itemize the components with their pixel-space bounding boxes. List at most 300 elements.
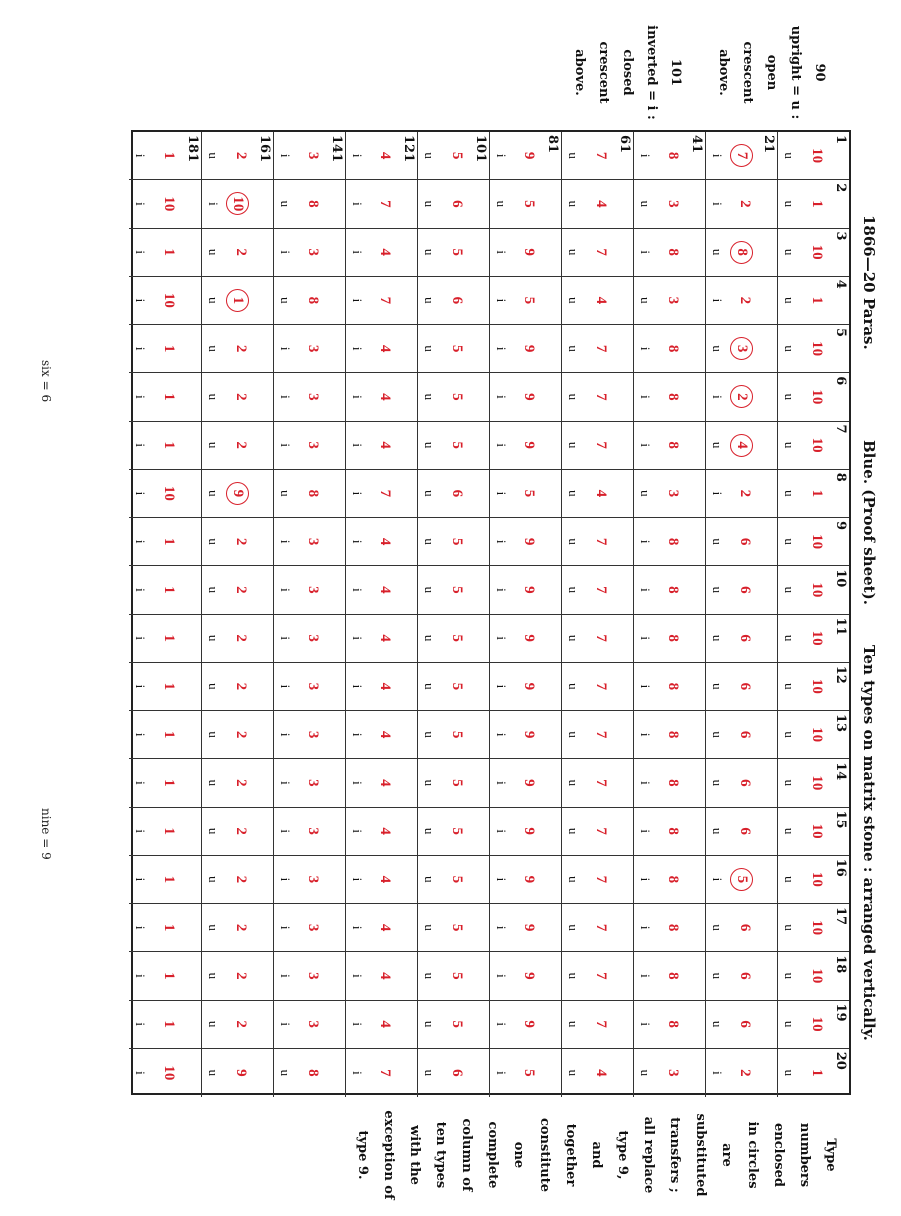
type-number — [376, 277, 393, 324]
type-number — [304, 759, 321, 806]
stamp-cell — [705, 470, 777, 518]
type-value: 8 — [665, 344, 681, 353]
type-value: 1 — [161, 730, 177, 739]
type-number — [520, 132, 537, 179]
stamp-cell — [489, 518, 561, 566]
stamp-cell — [633, 904, 705, 952]
type-value: 10 — [809, 244, 825, 260]
type-value: 10 — [161, 1065, 177, 1081]
note-line: numbers — [797, 1122, 812, 1188]
type-number — [376, 373, 393, 420]
stamp-cell — [201, 759, 273, 807]
orientation-mark: i — [278, 925, 293, 930]
type-number — [448, 1049, 465, 1097]
position-number: 16 — [833, 858, 848, 877]
orientation-mark: i — [638, 636, 653, 640]
type-number — [520, 180, 537, 227]
circled-type-number — [730, 422, 753, 469]
stamp-cell — [129, 615, 201, 663]
stamp-cell — [777, 856, 849, 904]
type-number — [592, 566, 609, 613]
type-value: 7 — [593, 779, 609, 787]
position-number: 19 — [833, 1003, 848, 1022]
orientation-mark: i — [638, 1022, 653, 1026]
orientation-mark: u — [710, 731, 725, 738]
orientation-mark: i — [350, 395, 365, 399]
type-value: 8 — [665, 923, 681, 932]
orientation-mark: u — [710, 441, 725, 449]
type-number — [232, 663, 249, 710]
stamp-cell — [777, 759, 849, 807]
type-number — [808, 1001, 825, 1048]
stamp-cell — [201, 1001, 273, 1049]
type-number — [304, 422, 321, 469]
type-value: 4 — [377, 1020, 393, 1028]
type-number — [736, 615, 753, 662]
note-line: in circles — [745, 1121, 760, 1189]
type-value: 1 — [161, 827, 177, 835]
orientation-mark: u — [566, 345, 581, 352]
stamp-cell — [273, 325, 345, 373]
type-number — [520, 470, 537, 517]
type-number — [160, 759, 177, 806]
position-number: 2 — [833, 183, 848, 193]
position-number: 12 — [833, 665, 848, 684]
type-value: 1 — [161, 923, 177, 932]
note-line: enclosed — [771, 1123, 786, 1187]
orientation-mark: u — [566, 779, 581, 787]
nine-label: nine = 9 — [39, 808, 53, 860]
type-value: 1 — [161, 344, 177, 353]
orientation-mark: u — [638, 490, 653, 497]
six-label: six = 6 — [39, 360, 53, 403]
type-number — [664, 373, 681, 420]
type-value: 8 — [305, 1069, 321, 1077]
type-value: 6 — [737, 537, 753, 546]
orientation-mark: i — [350, 588, 365, 592]
orientation-mark: u — [206, 972, 221, 980]
stamp-cell — [201, 615, 273, 663]
type-number — [520, 1001, 537, 1048]
legend-gap — [687, 20, 711, 125]
type-number — [232, 759, 249, 806]
stamp-cell — [561, 518, 633, 566]
type-number — [808, 518, 825, 565]
type-value: 1 — [161, 779, 177, 787]
type-value: 10 — [809, 534, 825, 550]
stamp-cell — [345, 711, 417, 759]
type-number — [160, 422, 177, 469]
stamp-cell — [273, 132, 345, 180]
stamp-cell — [633, 373, 705, 421]
type-value: 8 — [305, 489, 321, 498]
type-value: 9 — [521, 248, 537, 256]
stamp-cell — [633, 759, 705, 807]
stamp-cell — [777, 1049, 849, 1097]
stamp-cell — [705, 229, 777, 277]
stamp-cell — [417, 904, 489, 952]
orientation-mark: u — [782, 490, 797, 497]
type-value: 4 — [377, 634, 393, 642]
type-value: 5 — [449, 682, 465, 691]
orientation-mark: u — [782, 248, 797, 256]
stamp-cell — [129, 180, 201, 228]
stamp-cell — [273, 615, 345, 663]
stamp-cell — [705, 566, 777, 614]
type-number — [232, 615, 249, 662]
type-value: 10 — [809, 389, 825, 405]
orientation-mark: i — [494, 346, 509, 351]
stamp-cell — [633, 132, 705, 180]
type-value: 5 — [449, 441, 465, 449]
type-value: 6 — [737, 827, 753, 835]
type-value: 9 — [521, 875, 537, 884]
stamp-cell — [417, 856, 489, 904]
type-value: 3 — [730, 337, 753, 360]
orientation-mark: i — [494, 298, 509, 303]
type-value: 4 — [377, 393, 393, 401]
type-number — [304, 518, 321, 565]
type-value: 6 — [737, 779, 753, 787]
orientation-mark: u — [566, 731, 581, 738]
type-number — [808, 856, 825, 903]
orientation-mark: u — [566, 924, 581, 931]
type-number — [664, 808, 681, 855]
stamp-cell — [705, 615, 777, 663]
type-number — [304, 373, 321, 420]
type-value: 3 — [665, 296, 681, 305]
orientation-mark: i — [278, 781, 293, 785]
orientation-mark: u — [782, 876, 797, 883]
type-number — [304, 229, 321, 276]
type-value: 8 — [730, 241, 753, 264]
type-value: 2 — [233, 344, 249, 353]
type-value: 9 — [521, 730, 537, 739]
header-description: Ten types on matrix stone : arranged vertically. — [860, 645, 878, 1041]
orientation-mark: i — [350, 491, 365, 496]
type-number — [808, 566, 825, 613]
stamp-cell — [705, 808, 777, 856]
stamp-cell — [129, 132, 201, 180]
type-number — [232, 132, 249, 179]
note-line: substituted — [693, 1113, 708, 1197]
type-number — [376, 711, 393, 758]
type-value: 9 — [521, 923, 537, 932]
orientation-mark: i — [350, 250, 365, 254]
type-value: 5 — [449, 730, 465, 739]
note-line: complete — [485, 1121, 500, 1189]
type-value: 3 — [305, 151, 321, 160]
orientation-mark: u — [566, 200, 581, 208]
header-color: Blue. (Proof sheet). — [860, 440, 878, 605]
position-number: 81 — [545, 135, 560, 154]
type-number — [160, 856, 177, 903]
type-number — [160, 229, 177, 276]
stamp-cell — [489, 904, 561, 952]
type-value: 1 — [809, 296, 825, 305]
type-value: 4 — [377, 972, 393, 980]
type-value: 1 — [161, 634, 177, 642]
stamp-cell — [273, 566, 345, 614]
orientation-mark: u — [422, 876, 437, 883]
orientation-mark: i — [350, 732, 365, 737]
stamp-cell — [561, 566, 633, 614]
orientation-mark: u — [782, 441, 797, 449]
type-number — [664, 856, 681, 903]
type-number — [664, 422, 681, 469]
stamp-cell — [489, 1001, 561, 1049]
type-value: 6 — [737, 1020, 753, 1028]
type-value: 4 — [377, 779, 393, 787]
stamp-cell — [561, 1001, 633, 1049]
orientation-mark: i — [350, 443, 365, 447]
legend-line: above. — [716, 49, 731, 96]
stamp-cell — [129, 277, 201, 325]
stamp-cell — [201, 1049, 273, 1097]
stamp-cell — [705, 1049, 777, 1097]
stamp-cell — [345, 952, 417, 1000]
type-number — [160, 1001, 177, 1048]
stamp-cell — [201, 711, 273, 759]
orientation-mark: i — [638, 395, 653, 399]
orientation-mark: u — [566, 1020, 581, 1028]
type-number — [304, 180, 321, 227]
type-value: 10 — [809, 437, 825, 453]
type-value: 1 — [161, 586, 177, 594]
type-value: 4 — [377, 344, 393, 353]
type-number — [160, 711, 177, 758]
stamp-cell — [777, 1001, 849, 1049]
stamp-cell — [273, 518, 345, 566]
orientation-mark: u — [566, 393, 581, 401]
type-number — [520, 373, 537, 420]
type-number — [160, 615, 177, 662]
type-value: 7 — [593, 923, 609, 932]
type-number — [592, 470, 609, 517]
type-value: 5 — [521, 296, 537, 305]
orientation-mark: i — [133, 636, 148, 640]
type-number — [592, 952, 609, 999]
position-number: 20 — [833, 1051, 848, 1070]
orientation-mark: u — [782, 345, 797, 352]
stamp-cell — [273, 277, 345, 325]
type-number — [736, 952, 753, 999]
type-value: 8 — [665, 441, 681, 449]
type-number — [592, 615, 609, 662]
orientation-mark: i — [133, 781, 148, 785]
orientation-mark: u — [206, 586, 221, 594]
stamp-cell — [345, 422, 417, 470]
type-number — [592, 904, 609, 951]
stamp-cell — [417, 518, 489, 566]
orientation-mark: u — [206, 924, 221, 931]
stamp-cell — [417, 180, 489, 228]
circled-type-number — [730, 229, 753, 276]
stamp-cell — [417, 663, 489, 711]
stamp-cell — [345, 566, 417, 614]
stamp-cell — [777, 132, 849, 180]
type-value: 10 — [226, 192, 249, 215]
type-value: 4 — [593, 1069, 609, 1077]
orientation-mark: i — [350, 974, 365, 978]
type-value: 1 — [161, 537, 177, 546]
type-number — [664, 759, 681, 806]
stamp-cell — [201, 373, 273, 421]
circled-type-number — [226, 180, 249, 227]
position-number: 4 — [833, 279, 848, 289]
type-value: 5 — [449, 827, 465, 835]
type-value: 8 — [665, 634, 681, 642]
type-value: 10 — [809, 775, 825, 791]
orientation-mark: u — [422, 345, 437, 352]
orientation-mark: i — [494, 829, 509, 833]
orientation-mark: i — [638, 877, 653, 882]
orientation-mark: i — [350, 925, 365, 930]
stamp-cell — [201, 277, 273, 325]
type-number — [808, 325, 825, 372]
type-value: 10 — [809, 148, 825, 164]
note-line: type 9, — [615, 1130, 630, 1180]
orientation-mark: u — [782, 731, 797, 738]
stamp-cell — [561, 1049, 633, 1097]
type-number — [376, 904, 393, 951]
type-number — [448, 132, 465, 179]
type-value: 8 — [305, 200, 321, 208]
stamp-cell — [705, 180, 777, 228]
stamp-cell — [489, 1049, 561, 1097]
stamp-cell — [633, 325, 705, 373]
type-value: 9 — [521, 682, 537, 691]
stamp-cell — [129, 808, 201, 856]
orientation-mark: i — [278, 974, 293, 978]
stamp-cell — [777, 229, 849, 277]
type-value: 8 — [665, 586, 681, 594]
orientation-mark: i — [278, 395, 293, 399]
orientation-mark: u — [206, 1069, 221, 1077]
circled-type-number — [730, 373, 753, 420]
stamp-cell — [201, 904, 273, 952]
type-number — [592, 711, 609, 758]
type-value: 7 — [377, 489, 393, 498]
stamp-cell — [129, 759, 201, 807]
type-value: 7 — [593, 441, 609, 449]
type-value: 9 — [226, 482, 249, 505]
type-number — [304, 325, 321, 372]
orientation-mark: u — [206, 779, 221, 787]
orientation-mark: i — [494, 925, 509, 930]
orientation-mark: u — [422, 152, 437, 159]
stamp-cell — [345, 470, 417, 518]
stamp-cell — [705, 952, 777, 1000]
stamp-cell — [705, 373, 777, 421]
orientation-mark: u — [422, 441, 437, 449]
stamp-cell — [633, 518, 705, 566]
position-number: 14 — [833, 762, 848, 781]
orientation-mark: u — [782, 779, 797, 787]
stamp-cell — [273, 422, 345, 470]
stamp-cell — [345, 518, 417, 566]
type-number — [592, 180, 609, 227]
stamp-cell — [201, 808, 273, 856]
type-value: 5 — [521, 200, 537, 208]
orientation-mark: u — [422, 1020, 437, 1028]
position-number: 11 — [833, 617, 848, 636]
type-value: 7 — [593, 1020, 609, 1028]
stamp-cell — [633, 470, 705, 518]
type-number — [736, 180, 753, 227]
type-value: 7 — [593, 972, 609, 980]
orientation-mark: i — [494, 250, 509, 254]
type-number — [376, 566, 393, 613]
circled-type-number — [226, 277, 249, 324]
stamp-cell — [417, 373, 489, 421]
orientation-mark: i — [494, 1071, 509, 1075]
stamp-cell — [417, 422, 489, 470]
stamp-cell — [777, 180, 849, 228]
orientation-mark: u — [566, 1069, 581, 1077]
type-value: 3 — [305, 730, 321, 739]
type-value: 3 — [305, 634, 321, 642]
orientation-mark: i — [133, 539, 148, 544]
type-number — [376, 1049, 393, 1097]
stamp-cell — [633, 711, 705, 759]
stamp-cell — [705, 904, 777, 952]
stamp-cell — [417, 470, 489, 518]
stamp-cell — [561, 856, 633, 904]
type-value: 2 — [233, 537, 249, 546]
position-number: 15 — [833, 810, 848, 829]
type-number — [592, 422, 609, 469]
orientation-mark: i — [638, 829, 653, 833]
type-number — [376, 518, 393, 565]
type-number — [592, 759, 609, 806]
type-number — [736, 808, 753, 855]
type-value: 4 — [593, 200, 609, 208]
orientation-mark: u — [782, 152, 797, 159]
type-value: 1 — [161, 441, 177, 449]
orientation-mark: i — [350, 346, 365, 351]
type-number — [160, 373, 177, 420]
orientation-mark: u — [710, 779, 725, 787]
type-value: 1 — [809, 489, 825, 498]
stamp-cell — [273, 808, 345, 856]
type-value: 1 — [161, 151, 177, 160]
orientation-mark: u — [566, 634, 581, 642]
type-number — [448, 904, 465, 951]
type-value: 10 — [809, 920, 825, 936]
orientation-mark: i — [133, 491, 148, 496]
stamp-cell — [417, 759, 489, 807]
orientation-mark: u — [206, 634, 221, 642]
orientation-mark: i — [350, 781, 365, 785]
type-value: 5 — [449, 875, 465, 884]
stamp-cell — [561, 808, 633, 856]
note-line: and — [589, 1141, 604, 1169]
type-value: 2 — [737, 489, 753, 498]
legend-line: closed — [620, 49, 635, 96]
position-number: 41 — [689, 135, 704, 154]
orientation-mark: i — [133, 395, 148, 399]
type-value: 5 — [730, 868, 753, 891]
type-number — [592, 663, 609, 710]
type-number — [448, 952, 465, 999]
stamp-cell — [129, 229, 201, 277]
orientation-mark: i — [278, 877, 293, 882]
stamp-cell — [345, 180, 417, 228]
type-number — [592, 808, 609, 855]
type-value: 7 — [593, 248, 609, 256]
stamp-cell — [561, 422, 633, 470]
